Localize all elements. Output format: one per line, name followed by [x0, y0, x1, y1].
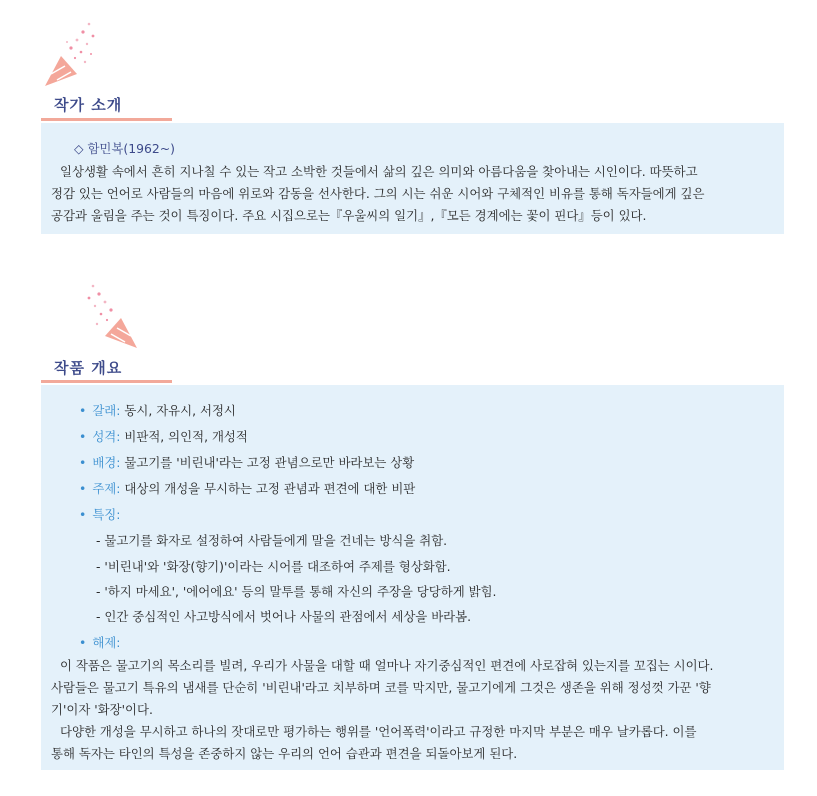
author-heading: 작가 소개 — [54, 96, 123, 114]
feature-line-4: - 인간 중심적인 사고방식에서 벗어나 사물의 관점에서 세상을 바라봄. — [96, 609, 472, 624]
commentary-line-2: 사람들은 물고기 특유의 냄새를 단순히 '비린내'라고 치부하며 코를 막지만, 물고기에게 그것은 생존을 위해 정성껏 가꾼 '향 — [51, 680, 711, 695]
commentary-line-3: 기'이자 '화장'이다. — [51, 702, 153, 717]
bullet-dot: • — [79, 403, 87, 418]
author-line-3: 공감과 울림을 주는 것이 특징이다. 주요 시집으로는『우울씨의 일기』,『모든 경계에는 꽃이 핀다』등이 있다. — [51, 208, 647, 223]
author-line-1: 일상생활 속에서 흔히 지나칠 수 있는 작고 소박한 것들에서 삶의 깊은 의미와 아름다움을 찾아내는 시인이다. 따뜻하고 — [60, 164, 698, 179]
item-background — [79, 453, 414, 471]
feature-line-2: - '비린내'와 '화장(향기)'이라는 시어를 대조하여 주제를 형상화함. — [96, 559, 451, 574]
bullet-dot: • — [79, 481, 87, 496]
commentary-line-1: 이 작품은 물고기의 목소리를 빌려, 우리가 사물을 대할 때 얼마나 자기중심적인 편견에 사로잡혀 있는지를 꼬집는 시이다. — [60, 658, 714, 673]
work-box — [41, 385, 784, 770]
heading-underline — [41, 380, 172, 383]
commentary-line-5: 통해 독자는 타인의 특성을 존중하지 않는 우리의 언어 습관과 편견을 되돌아보게 된다. — [51, 746, 518, 761]
bullet-dot: • — [79, 429, 87, 444]
author-name: ◇ 함민복(1962~) — [74, 141, 175, 156]
item-value: 대상의 개성을 무시하는 고정 관념과 편견에 대한 비판 — [120, 481, 416, 496]
item-label: 특징: — [92, 507, 121, 522]
item-label: 배경: — [92, 455, 121, 470]
feature-line-3: - '하지 마세요', '에어에요' 등의 말투를 통해 자신의 주장을 당당하게 밝힘. — [96, 584, 497, 599]
item-genre — [79, 401, 236, 419]
confetti-popper-icon — [71, 280, 141, 350]
item-label: 주제: — [92, 481, 121, 496]
item-theme — [79, 479, 415, 497]
author-line-2: 정감 있는 언어로 사람들의 마음에 위로와 감동을 선사한다. 그의 시는 쉬운 시어와 구체적인 비유를 통해 독자들에게 깊은 — [51, 186, 705, 201]
bullet-dot: • — [79, 635, 87, 650]
item-character — [79, 427, 248, 445]
item-value: 동시, 자유시, 서정시 — [120, 403, 236, 418]
feature-line-1: - 물고기를 화자로 설정하여 사람들에게 말을 건네는 방식을 취함. — [96, 533, 448, 548]
commentary-line-4: 다양한 개성을 무시하고 하나의 잣대로만 평가하는 행위를 '언어폭력'이라고 규정한 마지막 부분은 매우 날카롭다. 이를 — [60, 724, 697, 739]
bullet-dot: • — [79, 507, 87, 522]
item-value: 비판적, 의인적, 개성적 — [120, 429, 248, 444]
work-heading: 작품 개요 — [54, 359, 123, 377]
item-features — [79, 505, 120, 523]
item-label: 성격: — [92, 429, 121, 444]
bullet-dot: • — [79, 455, 87, 470]
item-value: 물고기를 '비린내'라는 고정 관념으로만 바라보는 상황 — [120, 455, 415, 470]
item-label: 해제: — [92, 635, 121, 650]
item-commentary — [79, 633, 120, 651]
item-label: 갈래: — [92, 403, 121, 418]
work-section — [41, 0, 784, 796]
